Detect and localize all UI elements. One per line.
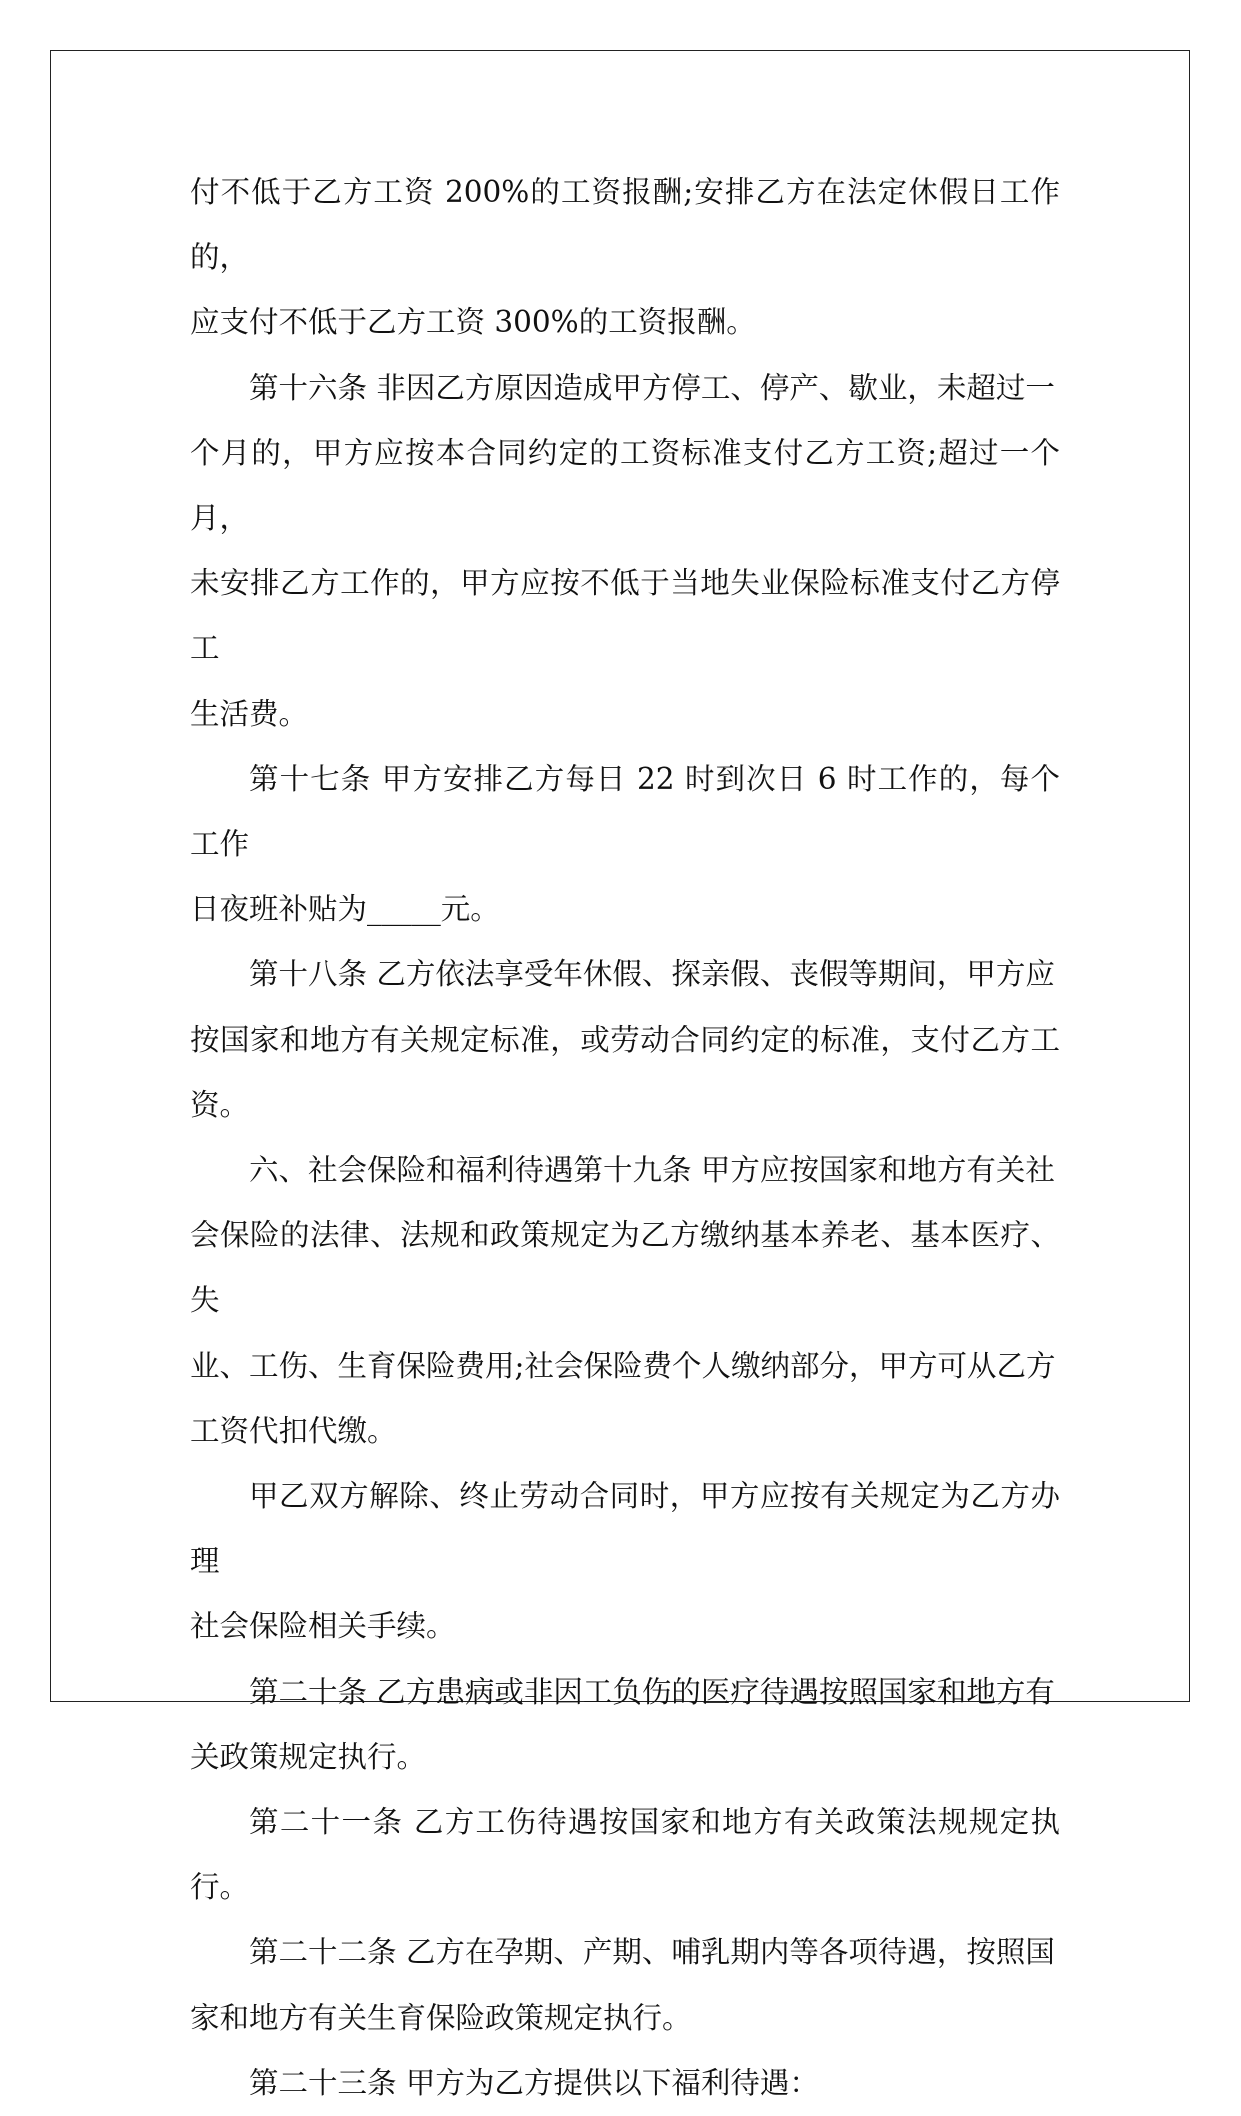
paragraph [190, 356, 1060, 747]
paragraph-line: 第十八条 乙方依法享受年休假、探亲假、丧假等期间，甲方应 [249, 957, 1055, 992]
paragraph-line: 应支付不低于乙方工资 300%的工资报酬。 [190, 305, 756, 340]
paragraph-line: 六、社会保险和福利待遇第十九条 甲方应按国家和地方有关社 [249, 1153, 1055, 1188]
paragraph [190, 160, 1060, 356]
paragraph-line: 个月的，甲方应按本合同约定的工资标准支付乙方工资;超过一个月， [190, 435, 1060, 536]
paragraph [190, 1920, 1060, 2050]
paragraph-line: 家和地方有关生育保险政策规定执行。 [190, 2000, 692, 2035]
paragraph-line: 生活费。 [190, 696, 309, 731]
paragraph [190, 1138, 1060, 1464]
paragraph-line: 按国家和地方有关规定标准，或劳动合同约定的标准，支付乙方工资。 [190, 1022, 1060, 1122]
paragraph [190, 942, 1060, 1138]
paragraph-line: 日夜班补贴为_____元。 [190, 892, 500, 927]
paragraph-line: 未安排乙方工作的，甲方应按不低于当地失业保险标准支付乙方停工 [190, 566, 1060, 666]
paragraph-line: 第十七条 甲方安排乙方每日 22 时到次日 6 时工作的，每个工作 [190, 761, 1060, 862]
paragraph-line: 付不低于乙方工资 200%的工资报酬;安排乙方在法定休假日工作的， [190, 175, 1060, 275]
paragraph-line: 关政策规定执行。 [190, 1739, 427, 1774]
paragraph-line: 第二十条 乙方患病或非因工负伤的医疗待遇按照国家和地方有 [249, 1674, 1055, 1709]
paragraph-line: 工资代扣代缴。 [190, 1413, 397, 1448]
paragraph-line: 第十六条 非因乙方原因造成甲方停工、停产、歇业，未超过一 [249, 370, 1055, 405]
paragraph [190, 1464, 1060, 1660]
paragraph-line: 社会保险相关手续。 [190, 1609, 456, 1644]
paragraph-line: 第二十二条 乙方在孕期、产期、哺乳期内等各项待遇，按照国 [249, 1935, 1055, 1970]
paragraph-line: 业、工伤、生育保险费用;社会保险费个人缴纳部分，甲方可从乙方 [190, 1348, 1056, 1383]
paragraph [190, 1660, 1060, 1790]
paragraph-line: 甲乙双方解除、终止劳动合同时，甲方应按有关规定为乙方办理 [190, 1479, 1060, 1579]
paragraph [190, 2051, 1060, 2116]
paragraph [190, 747, 1060, 943]
paragraph [190, 1790, 1060, 1920]
paragraph-line: 会保险的法律、法规和政策规定为乙方缴纳基本养老、基本医疗、失 [190, 1218, 1060, 1318]
paragraph-line: 第二十三条 甲方为乙方提供以下福利待遇： [249, 2065, 819, 2100]
paragraph-line: 第二十一条 乙方工伤待遇按国家和地方有关政策法规规定执行。 [190, 1805, 1060, 1905]
document-body [190, 160, 1060, 2116]
